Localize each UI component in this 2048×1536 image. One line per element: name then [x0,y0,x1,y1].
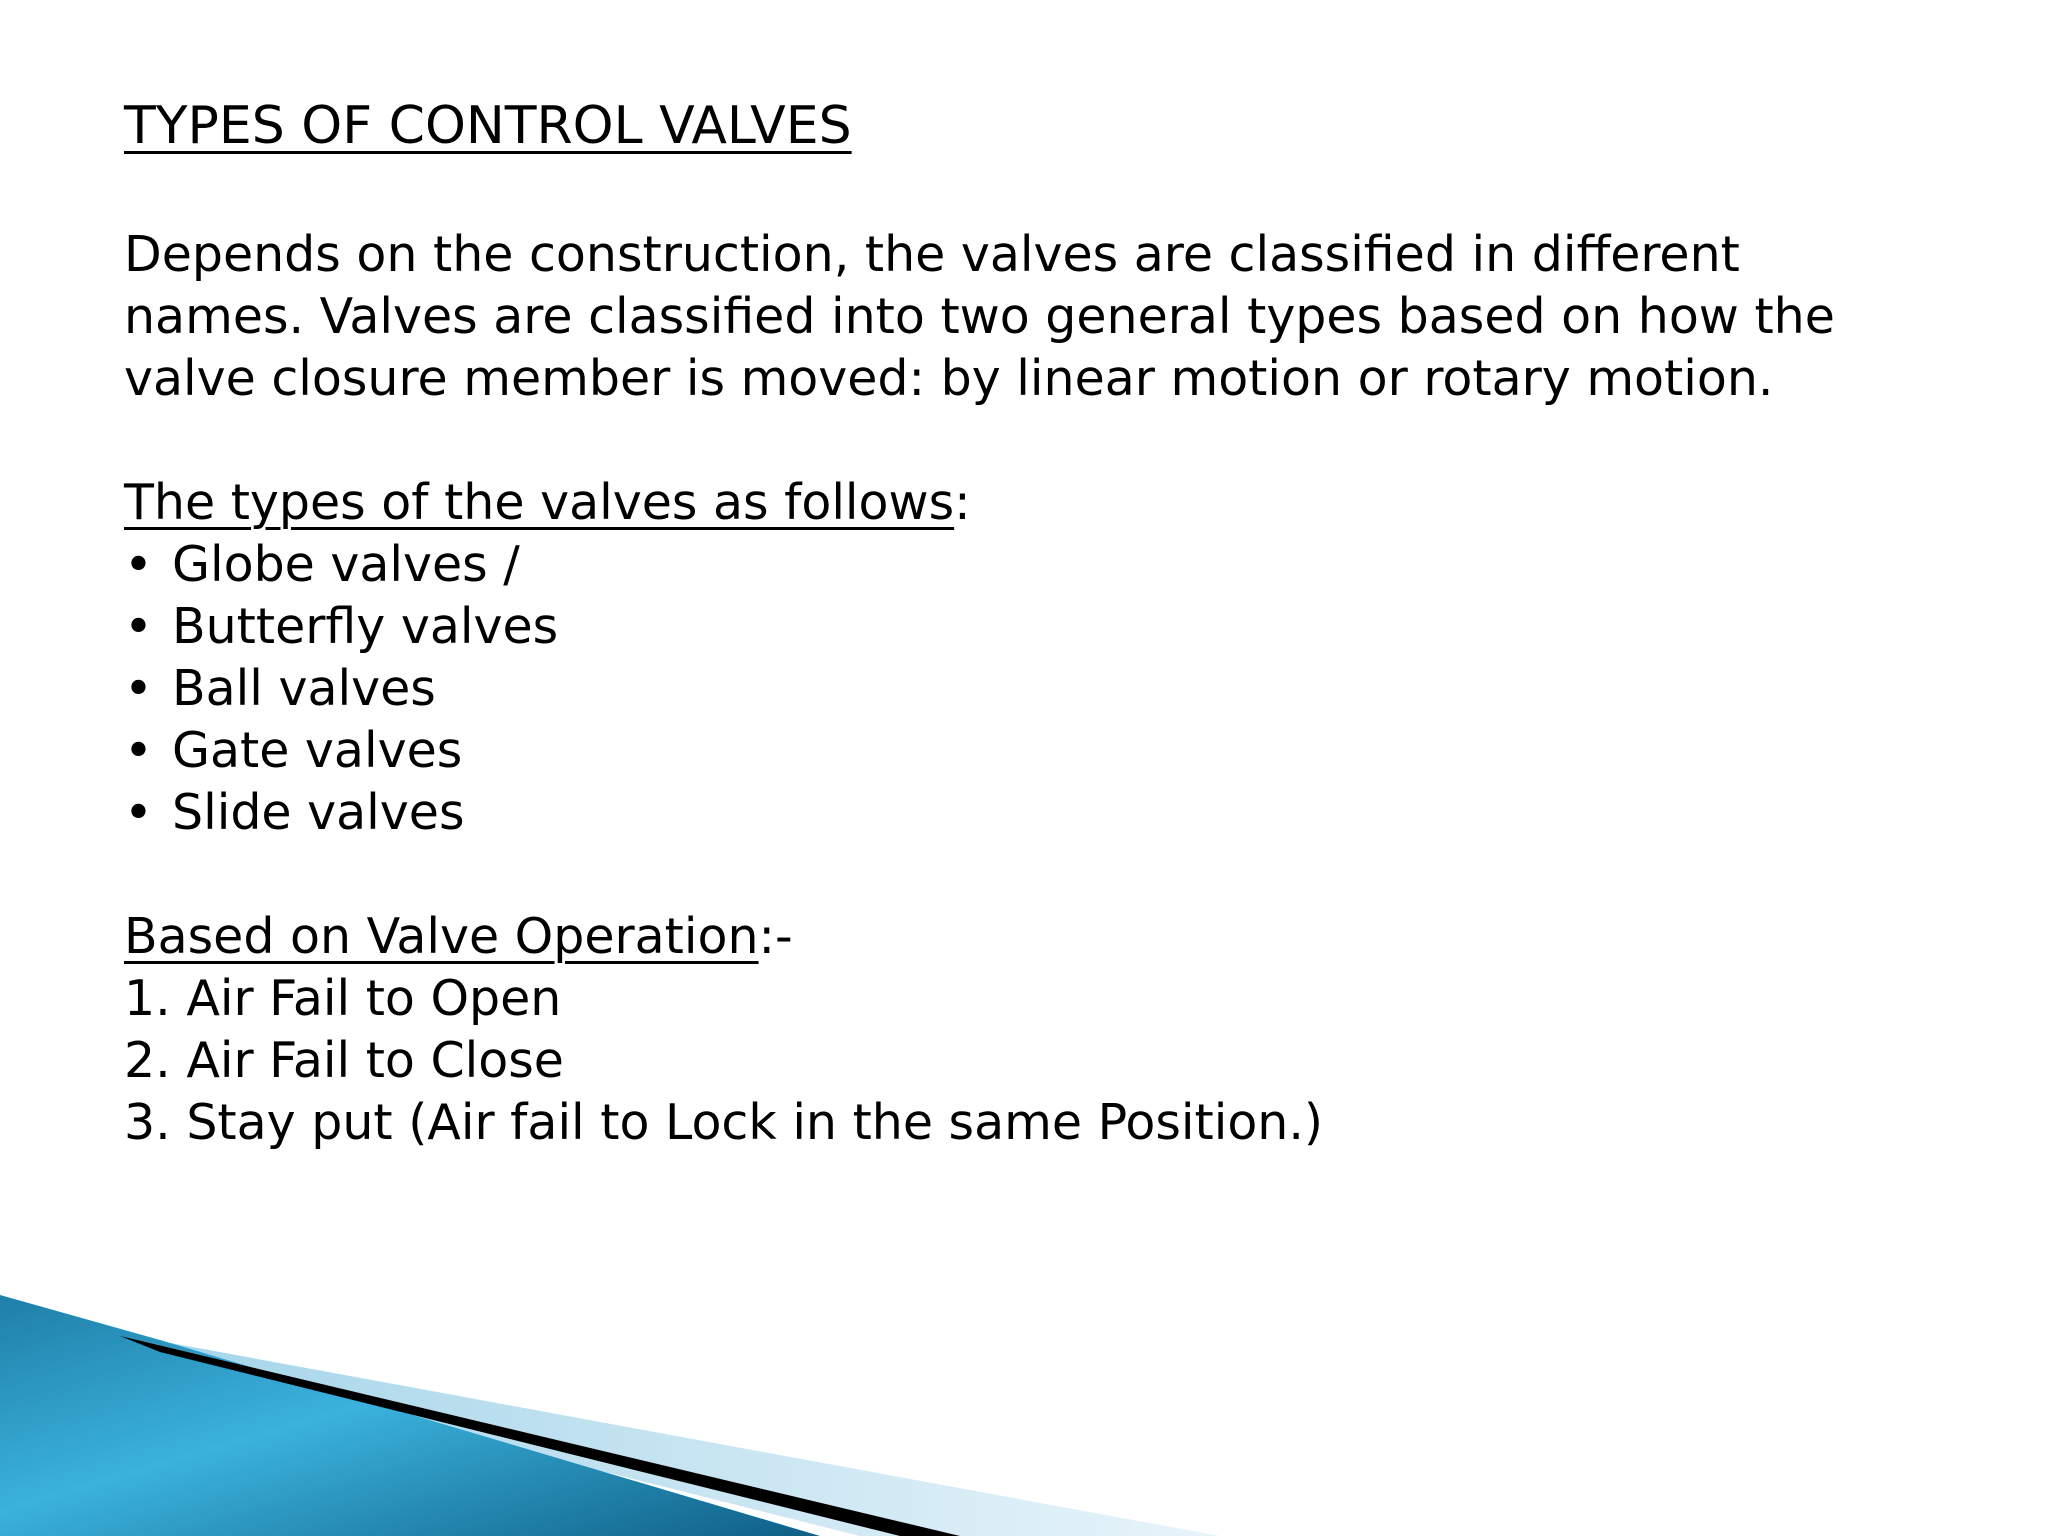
list-item-text: Slide valves [172,784,465,841]
valve-types-list [124,534,1944,844]
operation-heading-text: Based on Valve Operation [124,908,759,965]
valve-operation-list [124,968,1944,1154]
bullet-icon: • [124,784,153,841]
intro-paragraph: Depends on the construction, the valves are classified in different names. Valves are classified into two general types based on how the valve closure member is moved: by linear motion or rotary motion. [124,226,1835,407]
types-heading [124,472,1944,534]
list-item: 1. Air Fail to Open [124,970,562,1027]
list-item [124,782,1944,844]
bullet-icon: • [124,598,153,655]
operation-heading [124,906,1944,968]
list-item: 3. Stay put (Air fail to Lock in the same Position.) [124,1094,1324,1151]
list-item-text: Butterfly valves [172,598,559,655]
types-heading-text: The types of the valves as follows [124,474,955,531]
bullet-icon: • [124,660,153,717]
types-heading-suffix: : [954,474,971,531]
list-item-text: Globe valves / [172,536,520,593]
list-item-text: Gate valves [172,722,463,779]
black-swoosh-shape [120,1336,960,1536]
list-item [124,720,1944,782]
list-item: 2. Air Fail to Close [124,1032,564,1089]
list-item-text: Ball valves [172,660,436,717]
list-item [124,596,1944,658]
blue-wedge-shape [0,1295,820,1536]
slide-content [124,90,1944,1154]
list-item [124,534,1944,596]
list-item [124,658,1944,720]
bullet-icon: • [124,722,153,779]
bullet-icon: • [124,536,153,593]
operation-heading-suffix: :- [758,908,793,965]
slide-title: TYPES OF CONTROL VALVES [124,96,852,156]
light-swoosh-shape [60,1330,1220,1536]
